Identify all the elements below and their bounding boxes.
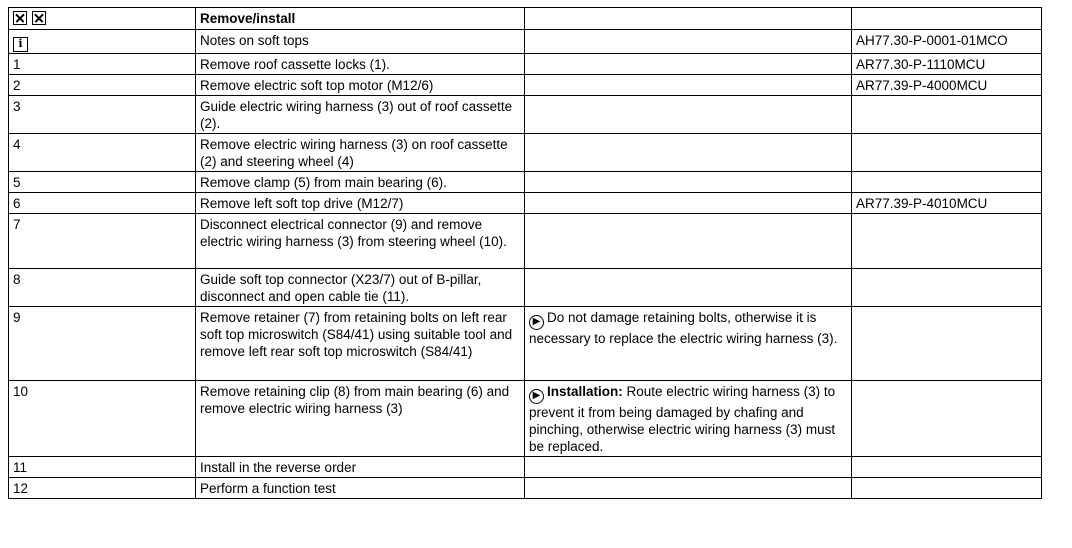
info-note-cell <box>525 30 852 54</box>
step-note-cell <box>525 134 852 172</box>
step-row <box>9 214 1042 269</box>
step-number: 4 <box>9 134 196 172</box>
step-text: Remove roof cassette locks (1). <box>196 54 525 75</box>
step-number: 11 <box>9 457 196 478</box>
step-ref-link <box>852 381 1042 457</box>
step-row <box>9 193 1042 214</box>
step-row <box>9 307 1042 381</box>
step-number: 5 <box>9 172 196 193</box>
step-note-cell <box>525 96 852 134</box>
step-ref-link <box>852 457 1042 478</box>
step-number: 6 <box>9 193 196 214</box>
step-ref-link <box>852 307 1042 381</box>
step-text: Remove retainer (7) from retaining bolts on left rear soft top microswitch (S84/41) using suitable tool and remove left rear soft top microswitch (S84/41) <box>196 307 525 381</box>
note-label: Installation: <box>547 384 623 399</box>
step-note-cell <box>525 307 852 381</box>
step-text: Remove clamp (5) from main bearing (6). <box>196 172 525 193</box>
step-text: Remove electric wiring harness (3) on roof cassette (2) and steering wheel (4) <box>196 134 525 172</box>
step-text: Install in the reverse order <box>196 457 525 478</box>
note-icon: ▶ <box>529 389 544 404</box>
step-row <box>9 54 1042 75</box>
step-text: Perform a function test <box>196 478 525 499</box>
step-note-cell <box>525 269 852 307</box>
step-number: 12 <box>9 478 196 499</box>
step-ref-link <box>852 214 1042 269</box>
step-number: 7 <box>9 214 196 269</box>
step-ref-link <box>852 269 1042 307</box>
info-icon-cell <box>9 30 196 54</box>
step-row <box>9 172 1042 193</box>
step-row <box>9 96 1042 134</box>
info-icon[interactable]: i <box>13 37 28 52</box>
step-note-cell <box>525 172 852 193</box>
note-text: Route electric wiring harness (3) to prevent it from being damaged by chafing and pinching, otherwise electric wiring harness (3) must be replaced. <box>529 384 836 454</box>
step-row <box>9 381 1042 457</box>
header-title: Remove/install <box>196 8 525 30</box>
step-row <box>9 134 1042 172</box>
step-ref-link <box>852 134 1042 172</box>
header-note-cell <box>525 8 852 30</box>
step-note-cell <box>525 54 852 75</box>
step-text: Guide soft top connector (X23/7) out of B-pillar, disconnect and open cable tie (11). <box>196 269 525 307</box>
note-text: Do not damage retaining bolts, otherwise it is necessary to replace the electric wiring harness (3). <box>529 310 838 346</box>
step-number: 9 <box>9 307 196 381</box>
step-row <box>9 478 1042 499</box>
header-icons-cell <box>9 8 196 30</box>
step-number: 2 <box>9 75 196 96</box>
step-ref-link <box>852 172 1042 193</box>
collapse-icon[interactable] <box>32 11 46 25</box>
info-ref-link[interactable]: AH77.30-P-0001-01MCO <box>852 30 1042 54</box>
step-text: Remove left soft top drive (M12/7) <box>196 193 525 214</box>
step-text: Remove retaining clip (8) from main bearing (6) and remove electric wiring harness (3) <box>196 381 525 457</box>
step-row <box>9 457 1042 478</box>
step-note-cell <box>525 75 852 96</box>
step-number: 8 <box>9 269 196 307</box>
step-note-cell <box>525 457 852 478</box>
step-text: Disconnect electrical connector (9) and remove electric wiring harness (3) from steering wheel (10). <box>196 214 525 269</box>
step-ref-link <box>852 96 1042 134</box>
step-number: 3 <box>9 96 196 134</box>
step-ref-link[interactable]: AR77.30-P-1110MCU <box>852 54 1042 75</box>
header-ref-cell <box>852 8 1042 30</box>
step-ref-link[interactable]: AR77.39-P-4010MCU <box>852 193 1042 214</box>
step-note-cell <box>525 193 852 214</box>
step-note-cell <box>525 381 852 457</box>
step-ref-link[interactable]: AR77.39-P-4000MCU <box>852 75 1042 96</box>
step-ref-link <box>852 478 1042 499</box>
expand-icon[interactable] <box>13 11 27 25</box>
step-text: Guide electric wiring harness (3) out of roof cassette (2). <box>196 96 525 134</box>
info-text: Notes on soft tops <box>196 30 525 54</box>
step-row <box>9 75 1042 96</box>
info-row <box>9 30 1042 54</box>
step-number: 1 <box>9 54 196 75</box>
note-icon: ▶ <box>529 315 544 330</box>
step-note-cell <box>525 478 852 499</box>
procedure-table <box>8 7 1042 499</box>
step-row <box>9 269 1042 307</box>
step-number: 10 <box>9 381 196 457</box>
header-row <box>9 8 1042 30</box>
step-note-cell <box>525 214 852 269</box>
step-text: Remove electric soft top motor (M12/6) <box>196 75 525 96</box>
